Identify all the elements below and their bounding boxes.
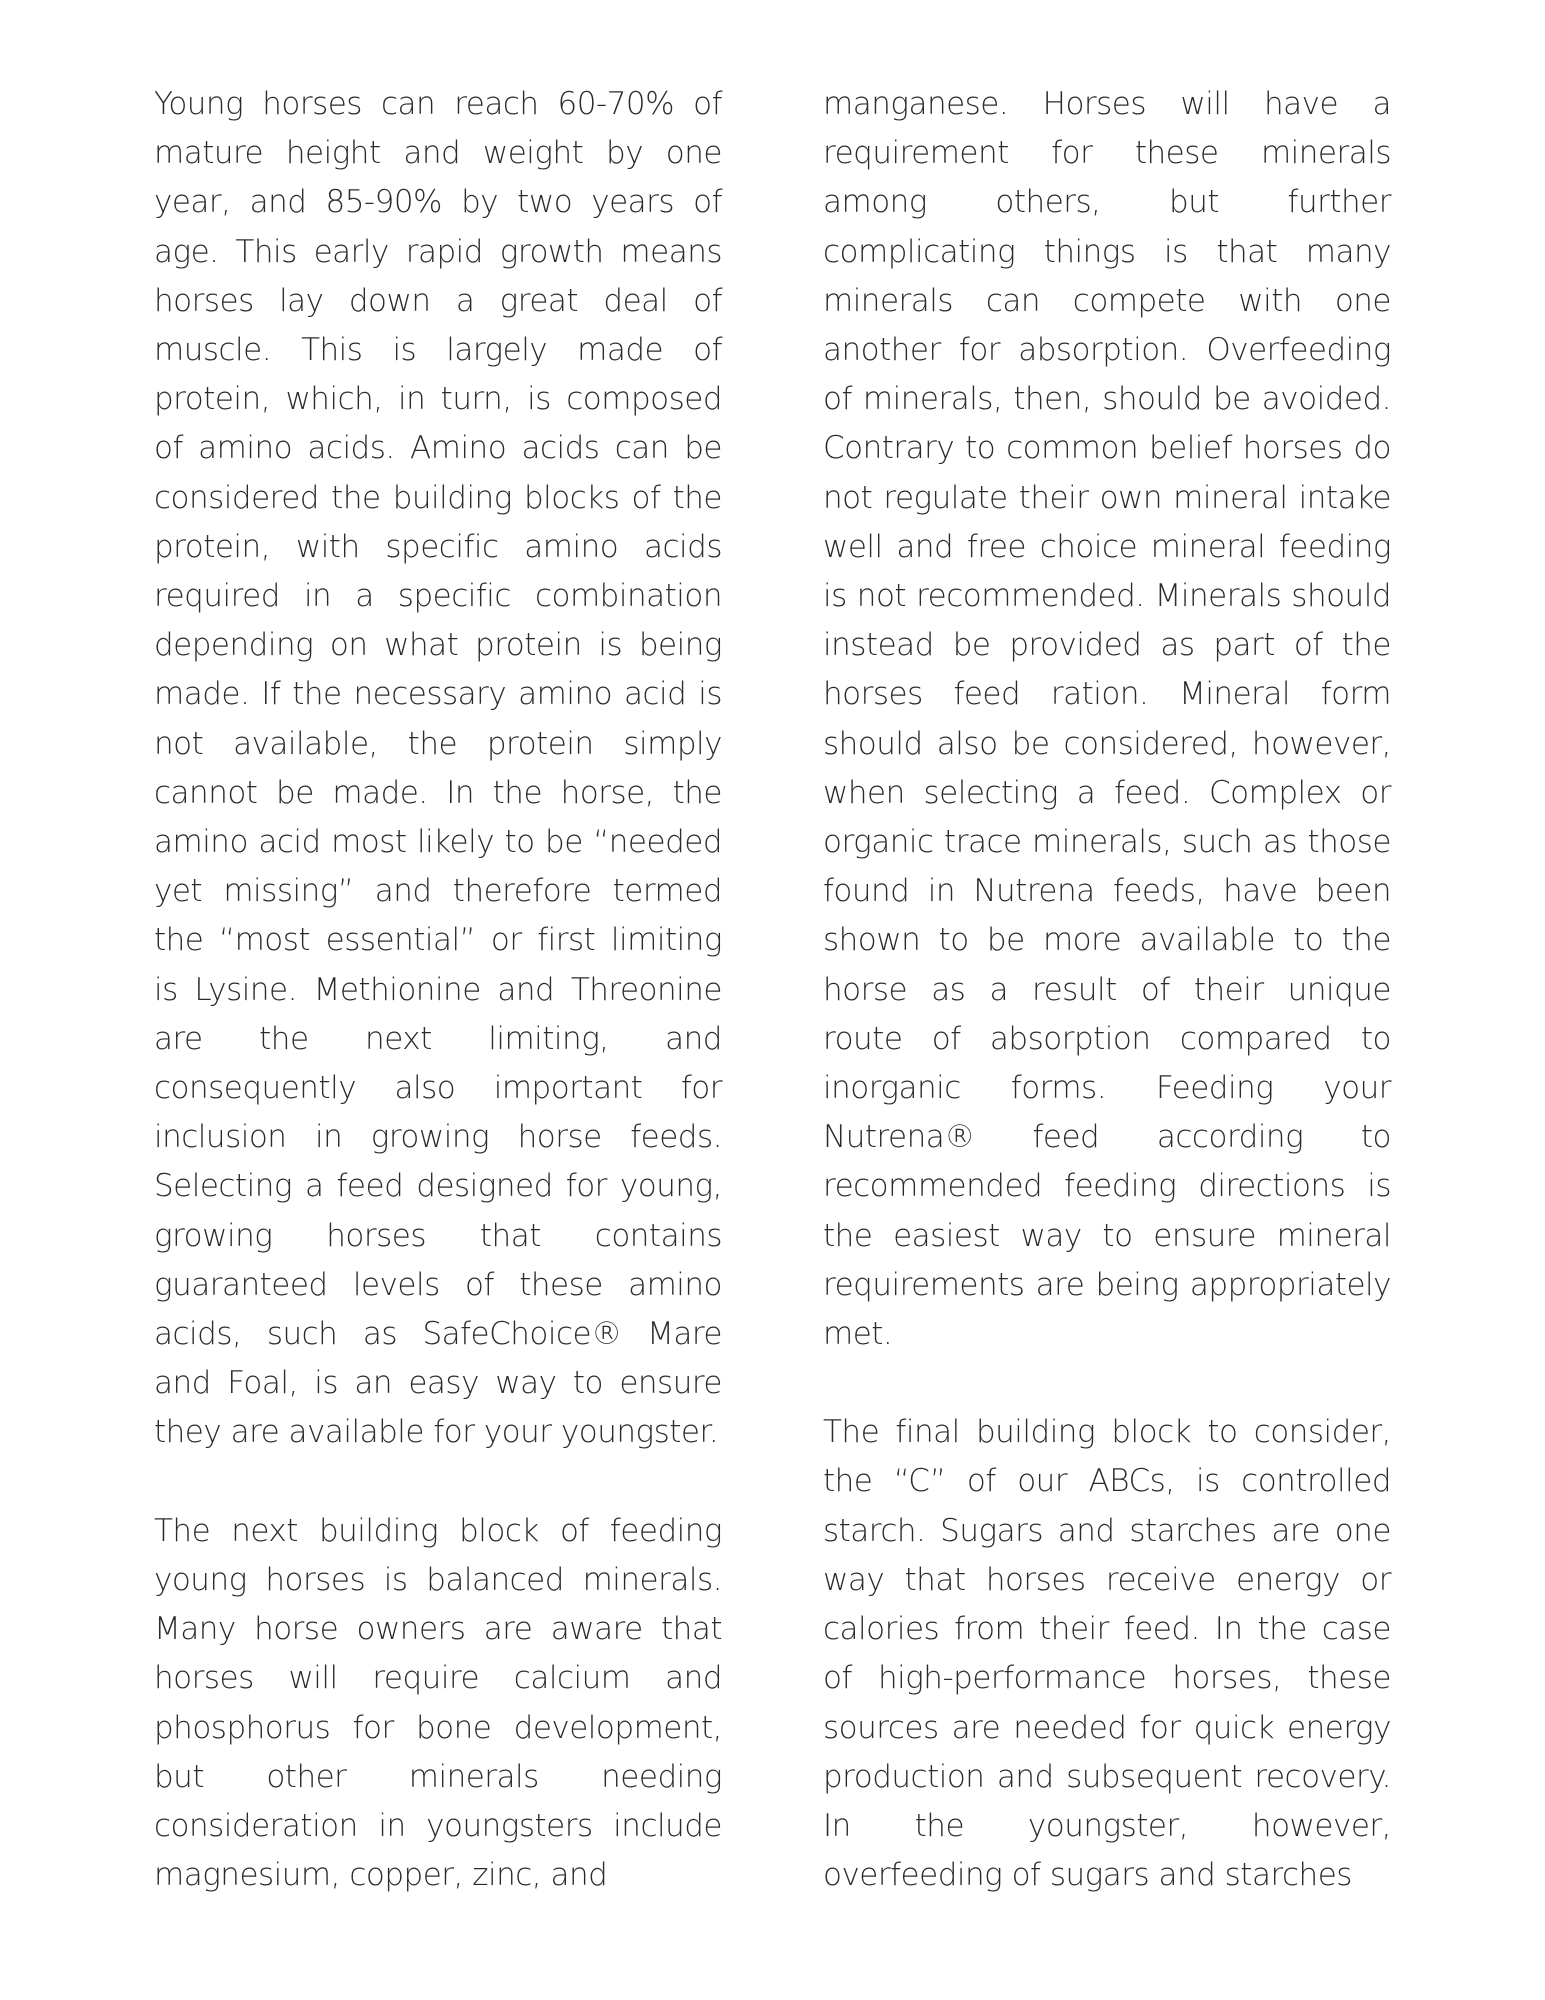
paragraph-mineral-absorption: manganese. Horses will have a requirement for these minerals among others, but further complicating things is that many minerals can compete with one another for absorption. Overfeeding of minerals, then, should be avoided. Contrary to common belief horses do not regulate their own mineral intake well and free choice mineral feeding is not recommended. Minerals should instead be provided as part of the horses feed ration. Mineral form should also be considered, however, when selecting a feed. Complex or organic trace minerals, such as those found in Nutrena feeds, have been shown to be more available to the horse as a result of their unique route of absorption compared to inorganic forms. Feeding your Nutrena® feed according to recommended feeding directions is the easiest way to ensure mineral requirements are being appropriately met. — [823, 86, 1391, 1353]
paragraph-amino-acids: Young horses can reach 60-70% of mature height and weight by one year, and 85-90% by two years of age. This early rapid growth means horses lay down a great deal of muscle. This is largely made of protein, which, in turn, is composed of amino acids. Amino acids can be considered the building blocks of the protein, with specific amino acids required in a specific combination depending on what protein is being made. If the necessary amino acid is not available, the protein simply cannot be made. In the horse, the amino acid most likely to be “needed yet missing” and therefore termed the “most essential” or first limiting is Lysine. Methionine and Threonine are the next limiting, and consequently also important for inclusion in growing horse feeds. Selecting a feed designed for young, growing horses that contains guaranteed levels of these amino acids, such as SafeChoice® Mare and Foal, is an easy way to ensure they are available for your youngster. — [154, 86, 722, 1451]
paragraph-balanced-minerals: The next building block of feeding young horses is balanced minerals. Many horse owners are aware that horses will require calcium and phosphorus for bone development, but other minerals needing consideration in youngsters include magnesium, copper, zinc, and — [154, 1512, 722, 1894]
left-column — [154, 80, 722, 1900]
right-column — [823, 80, 1391, 1900]
paragraph-controlled-starch: The final building block to consider, the “C” of our ABCs, is controlled starch. Sugars and starches are one way that horses receive energy or calories from their feed. In the case of high-performance horses, these sources are needed for quick energy production and subsequent recovery. In the youngster, however, overfeeding of sugars and starches — [823, 1414, 1391, 1894]
